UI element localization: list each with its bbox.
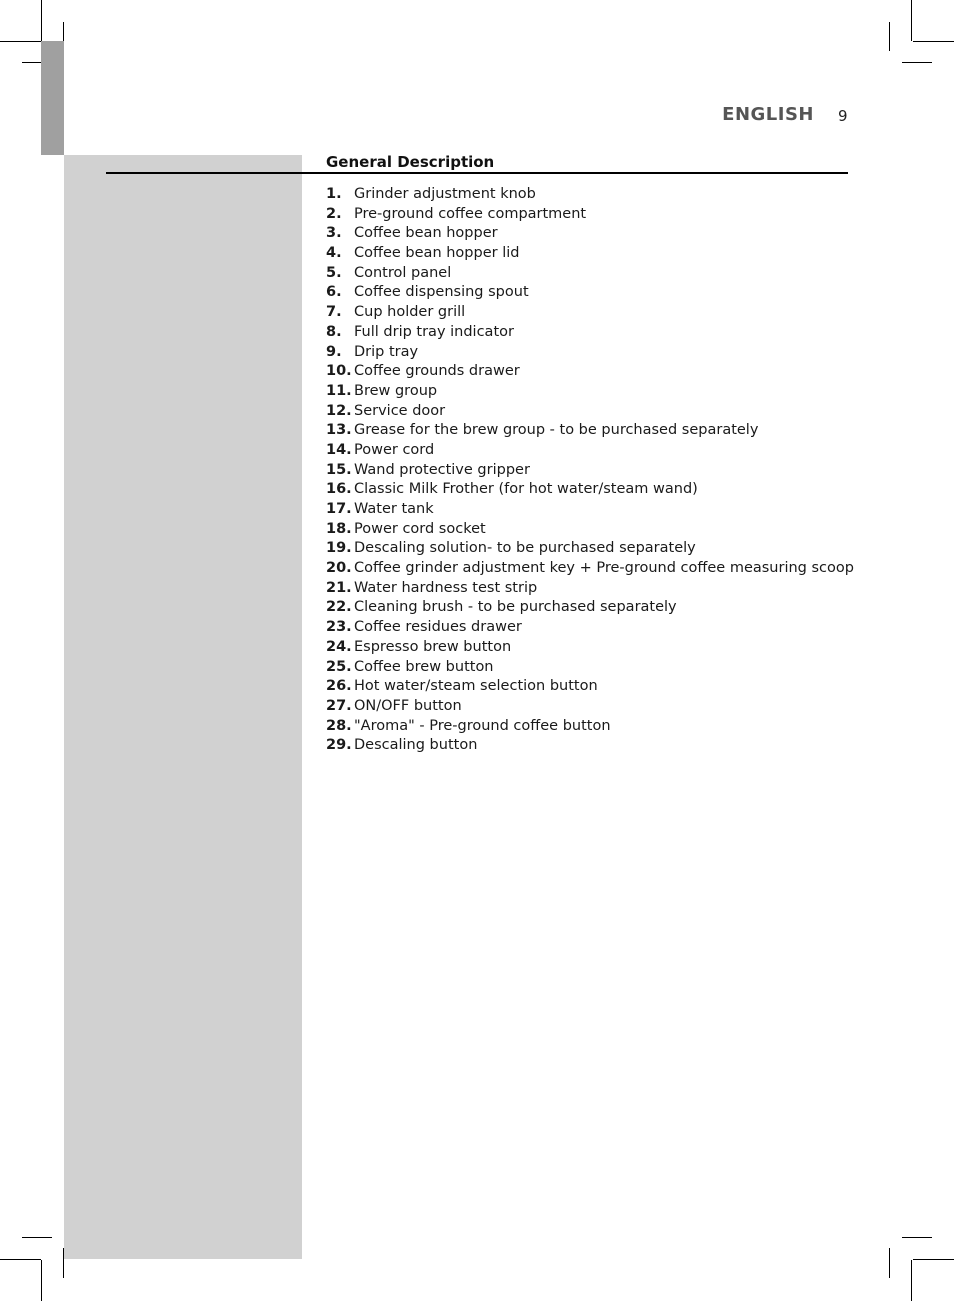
list-item — [326, 185, 854, 205]
item-number: 5. — [326, 264, 342, 281]
list-item — [326, 461, 854, 481]
item-number: 21. — [326, 579, 352, 596]
parts-list — [326, 185, 854, 756]
item-label: Water tank — [354, 501, 434, 517]
item-number: 13. — [326, 422, 352, 439]
list-item — [326, 638, 854, 658]
crop-mark — [911, 0, 912, 41]
item-number: 11. — [326, 382, 352, 399]
list-item — [326, 441, 854, 461]
item-label: Grinder adjustment knob — [354, 186, 536, 202]
list-item — [326, 362, 854, 382]
item-number: 7. — [326, 304, 342, 321]
item-label: Descaling solution- to be purchased separately — [354, 540, 696, 557]
item-label: Drip tray — [354, 343, 419, 360]
item-number: 9. — [326, 343, 342, 360]
crop-mark — [902, 62, 932, 63]
item-label: Coffee bean hopper — [354, 225, 498, 242]
list-item — [326, 520, 854, 540]
list-item — [326, 697, 854, 717]
crop-mark — [911, 1260, 912, 1301]
item-label: Full drip tray indicator — [354, 323, 514, 340]
list-item — [326, 283, 854, 303]
list-item — [326, 224, 854, 244]
item-label: Cleaning brush - to be purchased separately — [354, 599, 677, 616]
item-label: Pre-ground coffee compartment — [354, 205, 587, 222]
item-label: Descaling button — [354, 737, 478, 754]
crop-mark — [902, 1237, 932, 1238]
list-item — [326, 323, 854, 343]
item-number: 17. — [326, 501, 352, 517]
list-item — [326, 618, 854, 638]
list-item — [326, 382, 854, 402]
item-number: 18. — [326, 520, 352, 537]
crop-mark — [41, 0, 42, 41]
list-item — [326, 736, 854, 756]
crop-mark — [41, 1260, 42, 1301]
item-number: 20. — [326, 560, 352, 577]
item-label: Cup holder grill — [354, 304, 466, 321]
item-label: Classic Milk Frother (for hot water/steam wand) — [354, 481, 698, 498]
item-label: Power cord socket — [354, 520, 486, 537]
item-number: 15. — [326, 461, 352, 478]
item-number: 29. — [326, 737, 352, 754]
list-item — [326, 205, 854, 225]
item-number: 19. — [326, 540, 352, 557]
list-item — [326, 579, 854, 599]
list-item — [326, 717, 854, 737]
item-number: 2. — [326, 205, 342, 222]
item-number: 12. — [326, 402, 352, 419]
crop-mark — [913, 1259, 954, 1260]
item-label: Water hardness test strip — [354, 579, 538, 596]
item-label: Grease for the brew group - to be purchased separately — [354, 422, 759, 439]
item-label: Coffee residues drawer — [354, 619, 522, 636]
item-label: Coffee grounds drawer — [354, 363, 520, 380]
item-label: Control panel — [354, 264, 452, 281]
item-label: Wand protective gripper — [354, 461, 530, 478]
list-item — [326, 539, 854, 559]
section-title: General Description — [326, 153, 495, 171]
item-label: Coffee grinder adjustment key + Pre-ground coffee measuring scoop — [354, 560, 854, 577]
list-item — [326, 303, 854, 323]
item-number: 28. — [326, 717, 352, 734]
item-number: 3. — [326, 225, 342, 242]
list-item — [326, 559, 854, 579]
item-label: Service door — [354, 402, 446, 419]
item-number: 27. — [326, 697, 352, 714]
section-rule — [106, 172, 848, 174]
item-label: Brew group — [354, 382, 438, 399]
item-label: Coffee brew button — [354, 658, 494, 675]
item-number: 22. — [326, 599, 352, 616]
item-number: 6. — [326, 284, 342, 301]
item-label: "Aroma" - Pre-ground coffee button — [354, 717, 611, 734]
item-label: Hot water/steam selection button — [354, 678, 598, 695]
crop-mark — [889, 1248, 890, 1278]
language-heading: ENGLISH — [722, 104, 814, 125]
item-number: 4. — [326, 245, 342, 262]
item-number: 8. — [326, 323, 342, 340]
item-label: Coffee dispensing spout — [354, 284, 529, 301]
item-number: 10. — [326, 363, 352, 380]
list-item — [326, 677, 854, 697]
item-number: 24. — [326, 638, 352, 655]
list-item — [326, 658, 854, 678]
crop-mark — [889, 22, 890, 51]
list-item — [326, 402, 854, 422]
item-number: 26. — [326, 678, 352, 695]
list-item — [326, 500, 854, 520]
crop-mark — [913, 41, 954, 42]
list-item — [326, 480, 854, 500]
item-label: ON/OFF button — [354, 697, 462, 714]
language-tab-marker — [41, 41, 64, 155]
illustration-column — [64, 155, 302, 1259]
crop-mark — [0, 1259, 41, 1260]
crop-mark — [0, 41, 41, 42]
list-item — [326, 598, 854, 618]
list-item — [326, 421, 854, 441]
list-item — [326, 244, 854, 264]
crop-mark — [22, 1237, 52, 1238]
item-number: 14. — [326, 441, 352, 458]
page-number: 9 — [838, 107, 848, 125]
list-item — [326, 343, 854, 363]
item-label: Coffee bean hopper lid — [354, 245, 520, 262]
item-number: 25. — [326, 658, 352, 675]
item-number: 23. — [326, 619, 352, 636]
item-number: 16. — [326, 481, 352, 498]
item-number: 1. — [326, 186, 342, 202]
item-label: Power cord — [354, 441, 435, 458]
list-item — [326, 264, 854, 284]
item-label: Espresso brew button — [354, 638, 512, 655]
